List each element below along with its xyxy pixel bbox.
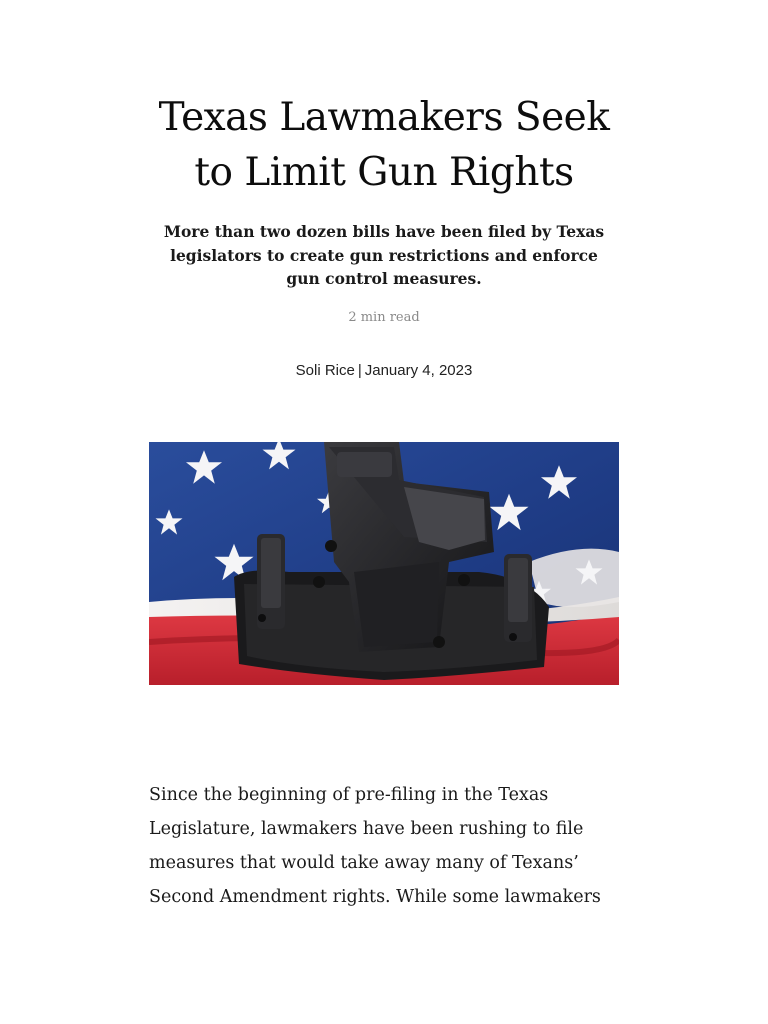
article-body (149, 778, 619, 914)
article-subtitle (150, 220, 618, 291)
subtitle-line-3: gun control measures. (286, 269, 482, 288)
body-line-2: Legislature, lawmakers have been rushing to file (149, 819, 584, 839)
byline-separator: | (357, 362, 362, 379)
byline (184, 361, 584, 381)
title-line-2: to Limit Gun Rights (194, 150, 574, 195)
publish-date: January 4, 2023 (364, 362, 473, 379)
subtitle-line-2: legislators to create gun restrictions and enforce (170, 245, 598, 265)
body-line-1: Since the beginning of pre-filing in the Texas (149, 785, 549, 805)
article-title (120, 90, 648, 200)
body-line-3: measures that would take away many of Texans’ (149, 853, 579, 873)
read-time: 2 min read (348, 310, 420, 325)
subtitle-line-1: More than two dozen bills have been filed by Texas (163, 222, 605, 241)
author-name[interactable]: Soli Rice (295, 362, 355, 379)
body-line-4: Second Amendment rights. While some lawmakers (149, 887, 601, 907)
hero-image (149, 442, 619, 685)
title-line-1: Texas Lawmakers Seek (158, 95, 610, 140)
